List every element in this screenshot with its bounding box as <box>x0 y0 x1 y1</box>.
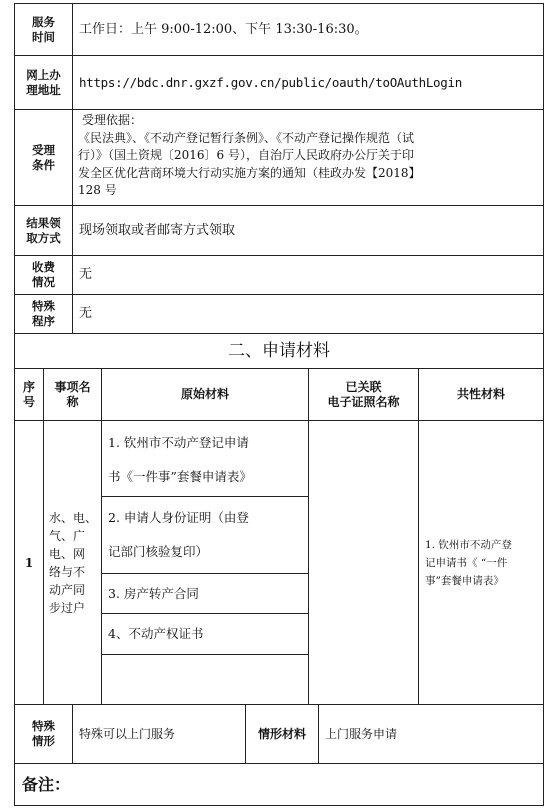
special-situation-label: 特殊情形 <box>32 719 55 748</box>
row1-linked <box>309 421 418 704</box>
row1-item-l2: 气、广 <box>49 528 86 543</box>
online-address-link[interactable]: https://bdc.dnr.gxzf.gov.cn/public/oauth/toOAuthLogin <box>79 74 462 90</box>
situation-material-value <box>319 705 543 763</box>
special-procedure-text: 无 <box>79 306 93 321</box>
section-title: 二、申请材料 <box>228 341 330 361</box>
row1-item-l3: 电、网 <box>49 546 86 561</box>
row1-shared-l2: 记申请书《 “一件 <box>425 556 508 569</box>
col-header-shared: 共性材料 <box>456 387 505 401</box>
pickup-label: 结果领取方式 <box>26 215 61 245</box>
col-header-item: 事项名称 <box>54 379 91 409</box>
material-4-line1: 4、不动产权证书 <box>108 626 204 641</box>
service-time-label: 服务时间 <box>32 14 55 44</box>
pickup-text: 现场领取或者邮寄方式领取 <box>79 222 236 238</box>
row1-shared-l3: 事”套餐申请表》 <box>425 574 504 587</box>
material-2-line1: 2. 申请人身份证明（由登 <box>108 510 249 525</box>
service-time-text: 工作日：上午 9:00-12:00、下午 13:30-16:30。 <box>79 21 368 37</box>
material-1-line2: 书《一件事”套餐申请表》 <box>108 469 252 484</box>
material-item-5 <box>102 655 308 704</box>
row1-no: 1 <box>24 555 34 570</box>
row1-item-l6: 步过户 <box>49 600 86 615</box>
row1-item-l4: 络与不 <box>49 564 86 579</box>
online-address-value <box>73 56 543 109</box>
conditions-line-3: 行）》（国土资规〔2016〕6 号），自治厅人民政府办公厅关于印 <box>78 148 414 162</box>
special-situation-text: 特殊可以上门服务 <box>79 727 176 741</box>
fee-text: 无 <box>79 267 93 282</box>
special-procedure-label: 特殊程序 <box>32 299 55 328</box>
col-header-original: 原始材料 <box>180 387 229 401</box>
material-item-2 <box>102 497 308 573</box>
material-item-4 <box>102 614 308 654</box>
material-item-3 <box>102 574 308 613</box>
online-address-label: 网上办理地址 <box>26 67 61 97</box>
col-header-linked-line2: 电子证照名称 <box>327 394 400 409</box>
conditions-label: 受理条件 <box>32 142 55 172</box>
situation-material-label: 情形材料 <box>257 726 306 741</box>
row1-shared-l1: 1. 钦州市不动产登 <box>425 538 512 551</box>
col-header-linked <box>309 369 418 420</box>
remark-label: 备注： <box>22 775 71 794</box>
conditions-line-5: 128 号 <box>78 183 117 197</box>
special-situation-value <box>73 705 245 763</box>
special-procedure-value <box>73 295 543 333</box>
row1-item-l5: 动产同 <box>49 582 86 597</box>
material-item-1 <box>102 424 308 496</box>
row1-item <box>44 421 101 704</box>
row1-item-l1: 水、电、 <box>49 510 98 525</box>
pickup-value <box>73 206 543 255</box>
fee-value <box>73 256 543 294</box>
conditions-line-4: 发全区优化营商环境大行动实施方案的通知（桂政办发【2018】 <box>78 165 421 180</box>
conditions-value <box>78 112 543 204</box>
fee-label: 收费情况 <box>32 260 55 289</box>
col-header-no: 序号 <box>22 379 35 409</box>
conditions-line-2: 《民法典》、《不动产登记暂行条例》、《不动产登记操作规范（试 <box>78 130 415 145</box>
situation-material-text: 上门服务申请 <box>325 727 398 741</box>
col-header-linked-line1: 已关联 <box>345 379 382 394</box>
conditions-line-1: 受理依据： <box>82 113 143 127</box>
material-2-line2: 记部门核验复印） <box>108 544 209 559</box>
material-1-line1: 1. 钦州市不动产登记申请 <box>108 435 249 450</box>
material-3-line1: 3. 房产转产合同 <box>108 585 199 601</box>
row1-shared <box>419 421 543 704</box>
service-time-value <box>73 4 543 55</box>
